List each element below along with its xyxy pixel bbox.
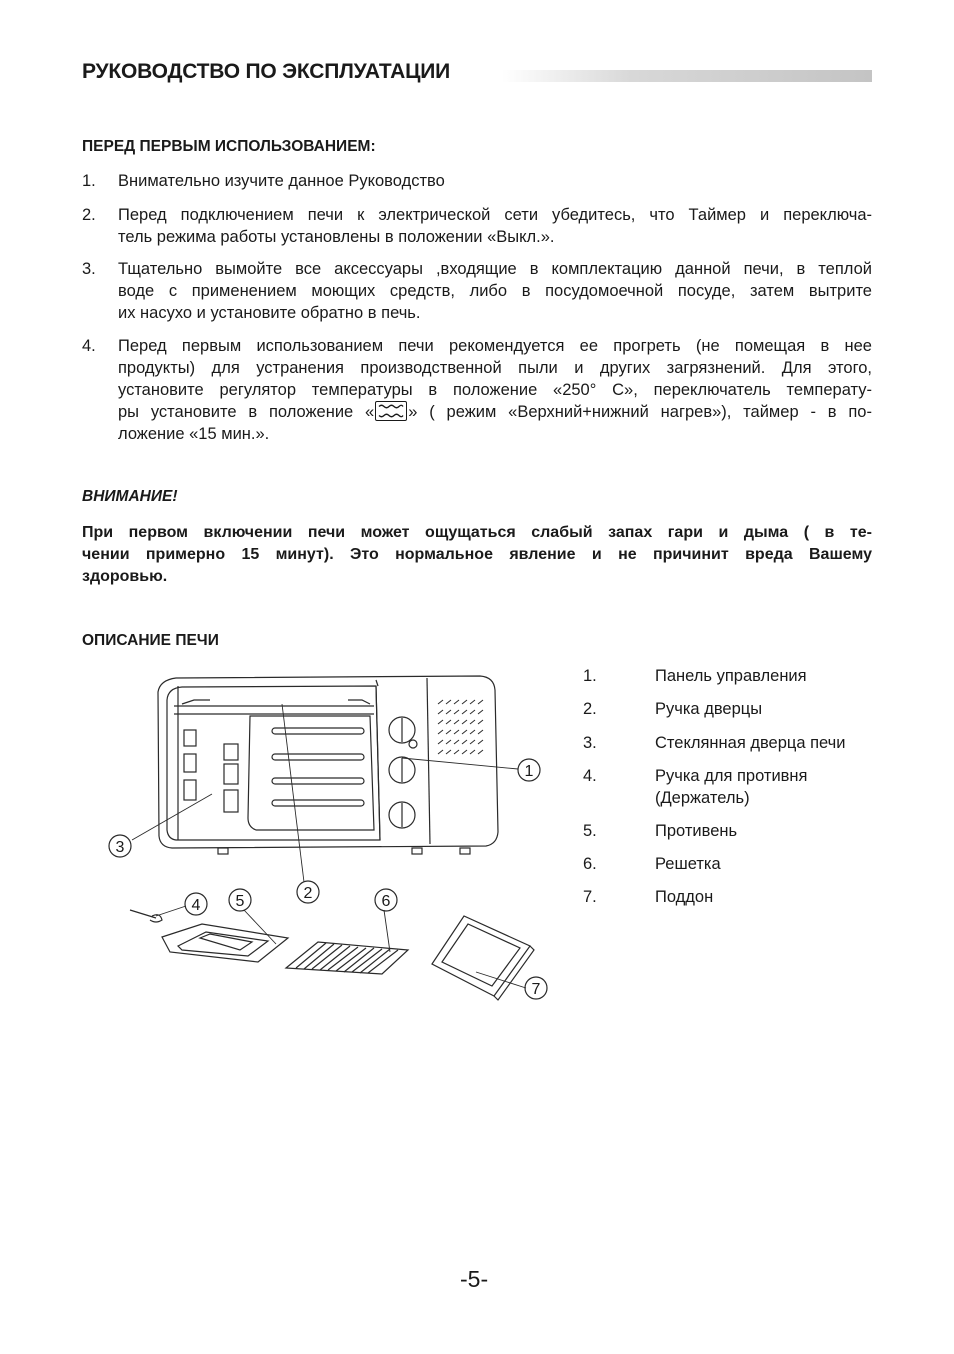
legend-label: Решетка [655,855,721,873]
title-gradient-bar [502,70,872,82]
legend-number: 5. [583,822,597,840]
legend-number: 7. [583,888,597,906]
list-text: воде с применением моющих средств, либо в посудомоечной посуде, затем вытрите [118,282,872,300]
legend-label: Ручка для противня [655,767,808,785]
warning-line: здоровью. [82,568,168,585]
list-text: их насухо и установите обратно в печь. [118,304,421,322]
list-text: Перед подключением печи к электрической сети убедитесь, что Таймер и переключа- [118,206,872,224]
list-number: 2. [82,206,96,224]
before-use-heading: ПЕРЕД ПЕРВЫМ ИСПОЛЬЗОВАНИЕМ: [82,138,376,155]
list-text: Внимательно изучите данное Руководство [118,172,445,190]
callout-3 [109,835,131,857]
oven-body [158,676,498,854]
control-knobs [389,717,417,828]
list-text: Перед первым использованием печи рекомендуется ее прогреть (не помещая в нее [118,337,872,355]
callout-label: 2 [303,885,313,902]
list-text: » ( режим «Верхний+нижний нагрев»), таймер - в по- [408,403,872,421]
warning-text [82,522,872,588]
list-number: 4. [82,337,96,355]
list-text: Тщательно вымойте все аксессуары ,входящие в комплектацию данной печи, в теплой [118,260,872,278]
callout-7 [525,977,547,999]
legend-number: 3. [583,734,597,752]
callout-label: 7 [531,981,541,998]
list-text: тель режима работы установлены в положении «Выкл.». [118,228,555,246]
legend-label: Поддон [655,888,714,906]
legend-number: 4. [583,767,597,785]
crumb-tray-drawing [432,916,534,1000]
legend-label: Стеклянная дверца печи [655,734,846,752]
legend-label: Противень [655,822,738,840]
page-title: РУКОВОДСТВО ПО ЭКСПЛУАТАЦИИ [82,60,451,83]
callout-6 [375,889,397,911]
callout-label: 5 [235,893,245,910]
list-text: ложение «15 мин.». [118,425,270,443]
list-text: ры установите в положение « [118,403,375,421]
legend-label: Панель управления [655,667,807,685]
warning-title: ВНИМАНИЕ! [82,488,178,505]
legend-label: (Держатель) [655,789,750,807]
list-text: установите регулятор температуры в положение «250° С», переключатель температу- [118,381,872,399]
list-number: 3. [82,260,96,278]
oven-description-heading: ОПИСАНИЕ ПЕЧИ [82,632,219,649]
page-number: -5- [460,1266,489,1292]
warning-line: чении примерно 15 минут). Это нормальное явление и не причинит вреда Вашему [82,546,872,563]
legend-label: Ручка дверцы [655,700,763,718]
callout-label: 1 [524,763,534,780]
callout-label: 6 [381,893,391,910]
callout-label: 4 [191,897,201,914]
callout-4 [185,893,207,915]
list-number: 1. [82,172,96,190]
top-bottom-heat-icon [375,401,407,421]
callout-label: 3 [115,839,125,856]
callout-5 [229,889,251,911]
legend-number: 6. [583,855,597,873]
list-text: продукты) для устранения производственной пыли и других загрязнений. Для этого, [118,359,872,377]
baking-pan-drawing [162,924,288,962]
oven-diagram [90,662,560,1012]
list-text-with-icon [118,401,872,423]
warning-line: При первом включении печи может ощущаться слабый запах гари и дыма ( в те- [82,524,872,541]
callout-1 [518,759,540,781]
legend-number: 1. [583,667,597,685]
callout-2 [297,881,319,903]
legend-number: 2. [583,700,597,718]
